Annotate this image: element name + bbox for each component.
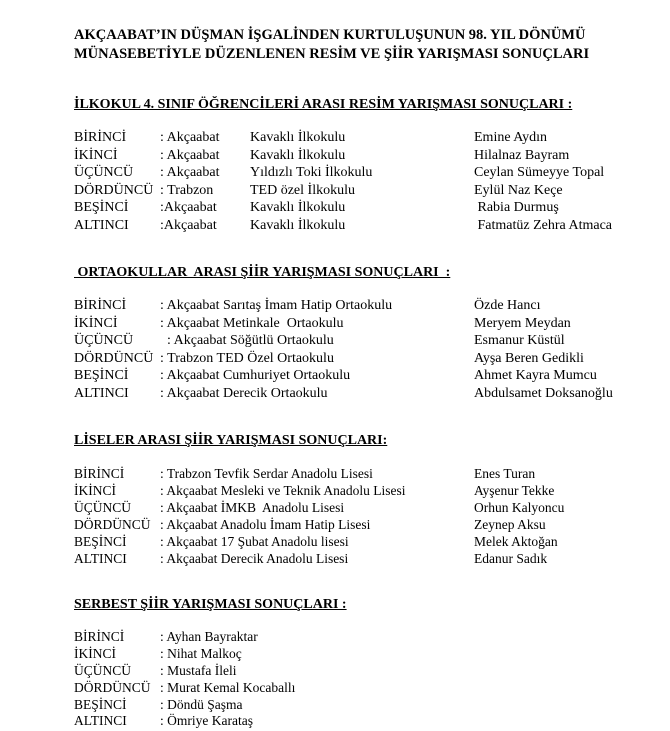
rank-label: ALTINCI	[74, 218, 129, 233]
city: :Akçaabat	[160, 218, 217, 233]
school: : Akçaabat 17 Şubat Anadolu lisesi	[160, 534, 349, 549]
participant-name: : Murat Kemal Kocaballı	[160, 680, 296, 695]
rank-label: DÖRDÜNCÜ	[74, 351, 154, 366]
section-heading: LİSELER ARASI ŞİİR YARIŞMASI SONUÇLARI:	[74, 433, 388, 448]
rank-label: BİRİNCİ	[74, 298, 127, 313]
student-name: Rabia Durmuş	[474, 200, 559, 215]
participant-name: : Ömriye Karataş	[160, 713, 253, 728]
participant-name: : Ayhan Bayraktar	[160, 629, 258, 644]
school: Yıldızlı Toki İlkokulu	[250, 165, 373, 180]
student-name: Özde Hancı	[474, 298, 541, 313]
rank-label: DÖRDÜNCÜ	[74, 517, 151, 532]
rank-label: BEŞİNCİ	[74, 200, 129, 215]
school: : Akçaabat Cumhuriyet Ortaokulu	[160, 368, 351, 383]
participant-name: : Mustafa İleli	[160, 663, 237, 678]
rank-label: İKİNCİ	[74, 646, 116, 661]
rank-label: BEŞİNCİ	[74, 697, 127, 712]
student-name: Meryem Meydan	[474, 316, 571, 331]
rank-label: BİRİNCİ	[74, 466, 125, 481]
school: : Akçaabat Metinkale Ortaokulu	[160, 316, 344, 331]
student-name: Ayşenur Tekke	[474, 483, 555, 498]
rank-label: İKİNCİ	[74, 148, 118, 163]
rank-label: ALTINCI	[74, 551, 127, 566]
section-heading: SERBEST ŞİİR YARIŞMASI SONUÇLARI :	[74, 597, 347, 612]
city: :Akçaabat	[160, 200, 217, 215]
school: Kavaklı İlkokulu	[250, 148, 346, 163]
rank-label: BEŞİNCİ	[74, 368, 129, 383]
rank-label: İKİNCİ	[74, 483, 116, 498]
student-name: Melek Aktoğan	[474, 534, 558, 549]
participant-name: : Döndü Şaşma	[160, 697, 243, 712]
school: : Akçaabat Derecik Anadolu Lisesi	[160, 551, 349, 566]
student-name: Edanur Sadık	[474, 551, 548, 566]
student-name: Orhun Kalyoncu	[474, 500, 565, 515]
student-name: Zeynep Aksu	[474, 517, 546, 532]
school: : Akçaabat Derecik Ortaokulu	[160, 386, 328, 401]
city: : Akçaabat	[160, 148, 220, 163]
school: : Akçaabat Söğütlü Ortaokulu	[160, 333, 334, 348]
school: Kavaklı İlkokulu	[250, 130, 346, 145]
student-name: Hilalnaz Bayram	[474, 148, 570, 163]
school: : Trabzon TED Özel Ortaokulu	[160, 351, 334, 366]
student-name: Abdulsamet Doksanoğlu	[474, 386, 613, 401]
student-name: Ayşa Beren Gedikli	[474, 351, 584, 366]
student-name: Emine Aydın	[474, 130, 547, 145]
rank-label: BEŞİNCİ	[74, 534, 127, 549]
student-name: Ahmet Kayra Mumcu	[474, 368, 597, 383]
student-name: Esmanur Küstül	[474, 333, 565, 348]
rank-label: DÖRDÜNCÜ	[74, 183, 154, 198]
city: : Akçaabat	[160, 130, 220, 145]
city: : Trabzon	[160, 183, 214, 198]
rank-label: ALTINCI	[74, 713, 127, 728]
rank-label: ALTINCI	[74, 386, 129, 401]
rank-label: ÜÇÜNCÜ	[74, 500, 132, 515]
student-name: Eylül Naz Keçe	[474, 183, 563, 198]
participant-name: : Nihat Malkoç	[160, 646, 242, 661]
rank-label: DÖRDÜNCÜ	[74, 680, 151, 695]
student-name: Ceylan Sümeyye Topal	[474, 165, 605, 180]
school: Kavaklı İlkokulu	[250, 200, 346, 215]
document-title-line-2: MÜNASEBETİYLE DÜZENLENEN RESİM VE ŞİİR YARIŞMASI SONUÇLARI	[74, 46, 590, 62]
school: Kavaklı İlkokulu	[250, 218, 346, 233]
school: : Akçaabat Mesleki ve Teknik Anadolu Lisesi	[160, 483, 406, 498]
rank-label: İKİNCİ	[74, 316, 118, 331]
school: TED özel İlkokulu	[250, 183, 355, 198]
rank-label: ÜÇÜNCÜ	[74, 165, 134, 180]
student-name: Fatmatüz Zehra Atmaca	[474, 218, 612, 233]
rank-label: ÜÇÜNCÜ	[74, 333, 134, 348]
student-name: Enes Turan	[474, 466, 536, 481]
rank-label: BİRİNCİ	[74, 629, 125, 644]
rank-label: ÜÇÜNCÜ	[74, 663, 132, 678]
city: : Akçaabat	[160, 165, 220, 180]
school: : Akçaabat Anadolu İmam Hatip Lisesi	[160, 517, 371, 532]
section-heading: ORTAOKULLAR ARASI ŞİİR YARIŞMASI SONUÇLARI :	[74, 265, 451, 280]
school: : Trabzon Tevfik Serdar Anadolu Lisesi	[160, 466, 373, 481]
section-heading: İLKOKUL 4. SINIF ÖĞRENCİLERİ ARASI RESİM YARIŞMASI SONUÇLARI :	[74, 97, 573, 112]
school: : Akçaabat İMKB Anadolu Lisesi	[160, 500, 345, 515]
rank-label: BİRİNCİ	[74, 130, 127, 145]
school: : Akçaabat Sarıtaş İmam Hatip Ortaokulu	[160, 298, 393, 313]
document-title-line-1: AKÇAABAT’IN DÜŞMAN İŞGALİNDEN KURTULUŞUNUN 98. YIL DÖNÜMÜ	[74, 27, 586, 43]
